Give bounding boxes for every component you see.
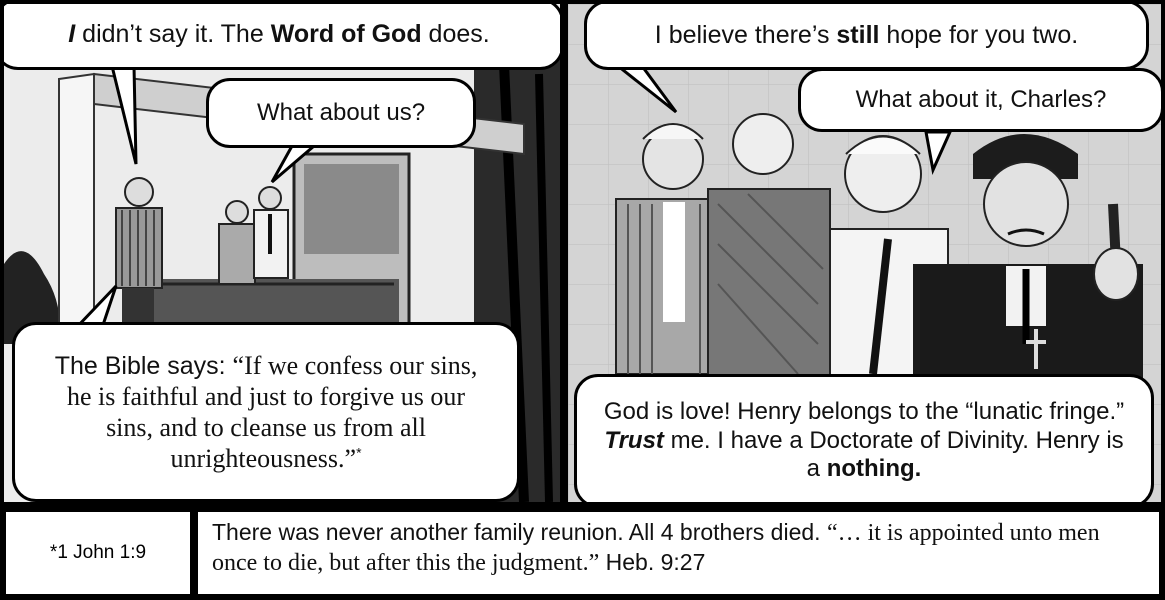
footnote-text: *1 John 1:9	[49, 542, 147, 563]
right-middle-speech-bubble	[798, 68, 1161, 132]
caption-reference: Heb. 9:27	[599, 549, 706, 575]
caption-quote: “… it is appointed unto men once to die, but after this the judgment.”	[212, 520, 1100, 576]
text-post: does.	[421, 20, 490, 48]
right-middle-speech-text: What about it, Charles?	[855, 85, 1107, 113]
text-part2: me. I have a Doctorate of Divinity. Henry is a	[663, 426, 1124, 483]
right-top-speech-text	[655, 20, 1078, 50]
footnote-box	[4, 510, 192, 596]
left-bottom-speech-bubble	[12, 322, 520, 502]
text-post: hope for you two.	[879, 21, 1079, 49]
nothing-bold: nothing.	[826, 455, 922, 483]
left-middle-speech-bubble	[206, 78, 476, 148]
caption-lead: There was never another family reunion. All 4 brothers died.	[212, 519, 827, 545]
still-bold: still	[836, 21, 880, 49]
text-pre: didn’t say it. The	[75, 20, 271, 48]
emphasis-i: I	[68, 20, 76, 48]
text-pre: I believe there’s	[654, 21, 837, 49]
word-of-god-bold: Word of God	[270, 20, 422, 48]
bible-says-lead: The Bible says:	[54, 351, 233, 380]
caption-box	[196, 510, 1161, 596]
footnote-marker: *	[356, 444, 362, 461]
left-panel	[4, 4, 560, 502]
left-middle-speech-text: What about us?	[256, 98, 426, 126]
left-top-speech-bubble	[4, 4, 560, 70]
right-bottom-speech-bubble	[574, 374, 1154, 502]
right-panel	[568, 4, 1161, 502]
text-part1: God is love! Henry belongs to the “lunatic fringe.”	[603, 397, 1125, 425]
left-top-speech-text	[68, 19, 489, 49]
right-top-speech-bubble	[584, 4, 1149, 70]
left-bottom-speech-text	[41, 350, 491, 475]
bible-quote: “If we confess our sins, he is faithful and just to forgive us our sins, and to cleanse us from all unrighteousness.”	[66, 350, 478, 474]
trust-bold-italic: Trust	[604, 426, 664, 454]
right-bottom-speech-text	[599, 398, 1129, 484]
